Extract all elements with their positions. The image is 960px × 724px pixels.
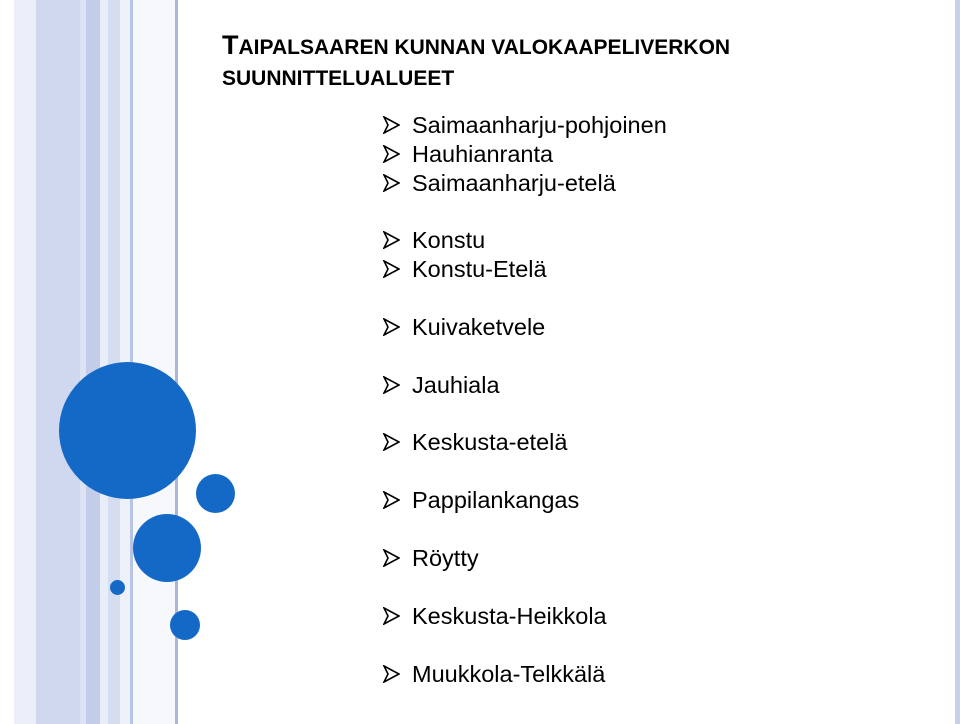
list-item xyxy=(383,312,545,342)
list-item-label: Hauhianranta xyxy=(412,140,554,167)
stripe xyxy=(36,0,80,724)
list-item-label: Konstu xyxy=(412,226,486,253)
title-initial: T xyxy=(222,30,239,60)
title-line-1-text: AIPALSAAREN KUNNAN VALOKAAPELIVERKON xyxy=(238,36,731,59)
list-item xyxy=(383,254,547,284)
list-item xyxy=(383,601,607,631)
arrow-bullet-icon xyxy=(383,491,400,509)
list-item xyxy=(383,225,485,255)
list-item-label: Saimaanharju-etelä xyxy=(412,169,616,196)
arrow-bullet-icon xyxy=(383,231,400,249)
list-item-label: Konstu-Etelä xyxy=(412,255,547,282)
arrow-bullet-icon xyxy=(383,376,400,394)
list-item xyxy=(383,659,605,689)
arrow-bullet-icon xyxy=(383,116,400,134)
list-item xyxy=(383,485,579,515)
stripe xyxy=(133,0,175,724)
list-item xyxy=(383,543,479,573)
list-item xyxy=(383,110,667,140)
list-item-label: Jauhiala xyxy=(412,371,500,398)
list-item-label: Pappilankangas xyxy=(412,486,580,513)
right-edge-line xyxy=(955,0,960,724)
decorative-circle-medium xyxy=(133,514,201,582)
decorative-circle-large xyxy=(59,362,196,499)
arrow-bullet-icon xyxy=(383,607,400,625)
list-item xyxy=(383,168,616,198)
decorative-circle-small xyxy=(170,610,200,640)
decorative-circle-tiny xyxy=(110,580,125,595)
list-item-label: Saimaanharju-pohjoinen xyxy=(412,111,667,138)
list-item xyxy=(383,370,500,400)
list-item-label: Röytty xyxy=(412,544,479,571)
arrow-bullet-icon xyxy=(383,318,400,336)
decorative-circle-small xyxy=(196,474,235,513)
stripe xyxy=(14,0,36,724)
list-item xyxy=(383,427,567,457)
list-item xyxy=(383,139,553,169)
arrow-bullet-icon xyxy=(383,549,400,567)
left-decorative-stripes xyxy=(0,0,200,724)
list-item-label: Keskusta-etelä xyxy=(412,428,568,455)
arrow-bullet-icon xyxy=(383,665,400,683)
list-item-label: Kuivaketvele xyxy=(412,313,546,340)
arrow-bullet-icon xyxy=(383,433,400,451)
arrow-bullet-icon xyxy=(383,145,400,163)
list-item-label: Keskusta-Heikkola xyxy=(412,602,607,629)
stripe xyxy=(0,0,14,724)
list-item-label: Muukkola-Telkkälä xyxy=(412,660,606,687)
title-line-2: SUUNNITTELUALUEET xyxy=(222,67,455,90)
arrow-bullet-icon xyxy=(383,174,400,192)
stripe xyxy=(100,0,108,724)
area-list xyxy=(383,0,943,724)
arrow-bullet-icon xyxy=(383,260,400,278)
stripe xyxy=(86,0,100,724)
